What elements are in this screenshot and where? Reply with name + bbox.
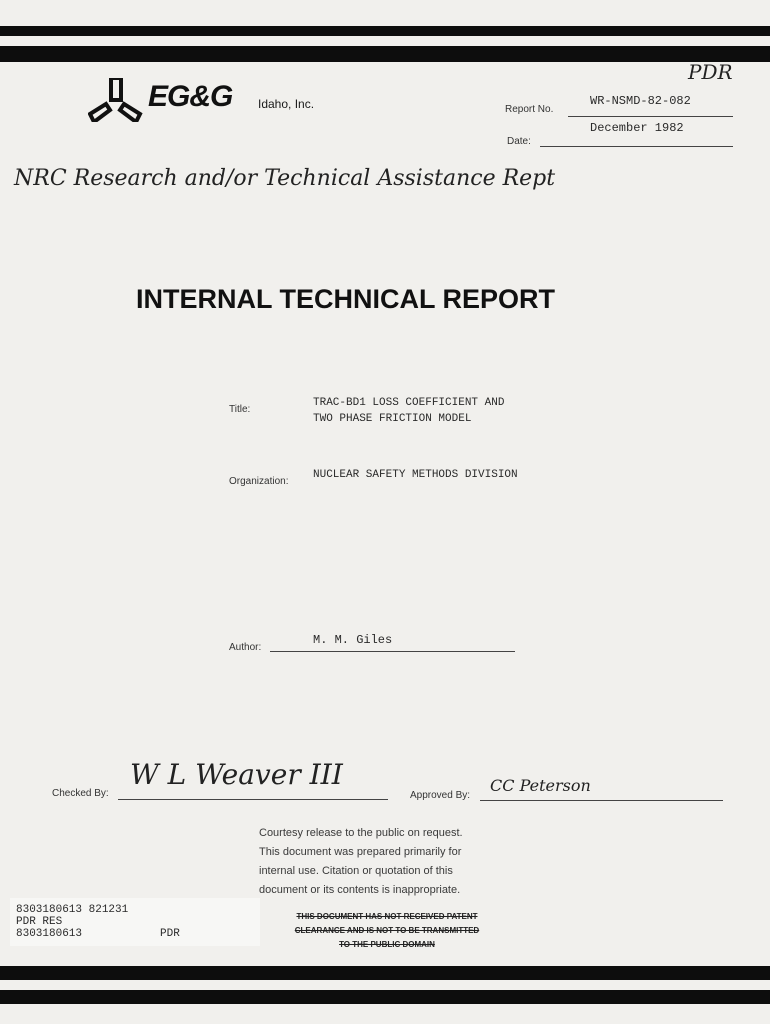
courtesy-line-3: internal use. Citation or quotation of this xyxy=(259,865,453,877)
courtesy-release-notice xyxy=(259,824,539,900)
top-border-bar-2 xyxy=(0,46,770,62)
checked-by-label: Checked By: xyxy=(52,788,109,799)
courtesy-line-2: This document was prepared primarily for xyxy=(259,846,462,858)
bottom-border-bar xyxy=(0,966,770,980)
approved-by-line xyxy=(480,800,723,801)
date-label: Date: xyxy=(507,136,531,147)
accession-stamp xyxy=(10,898,260,946)
courtesy-line-1: Courtesy release to the public on request. xyxy=(259,827,463,839)
stamp-line-2: PDR RES xyxy=(16,916,63,928)
checked-by-signature: W L Weaver III xyxy=(130,758,343,791)
title-label: Title: xyxy=(229,404,251,415)
author-value: M. M. Giles xyxy=(313,633,393,647)
company-logo xyxy=(88,78,338,122)
egg-tri-icon xyxy=(88,78,146,122)
approved-by-signature: CC Peterson xyxy=(490,776,591,795)
patent-notice-line-2: CLEARANCE AND IS NOT TO BE TRANSMITTED xyxy=(294,926,480,935)
handwritten-nrc-note: NRC Research and/or Technical Assistance Rept xyxy=(14,166,556,191)
organization-value: NUCLEAR SAFETY METHODS DIVISION xyxy=(313,469,518,481)
bottom-border-bar-2 xyxy=(0,990,770,1004)
courtesy-line-4: document or its contents is inappropriate. xyxy=(259,884,461,896)
patent-notice-struck xyxy=(262,910,512,952)
patent-notice-line-3: TO THE PUBLIC DOMAIN xyxy=(339,940,435,949)
author-line xyxy=(270,651,515,652)
report-no-value: WR-NSMD-82-082 xyxy=(590,94,691,108)
top-border-bar xyxy=(0,26,770,36)
company-name: EG&G xyxy=(148,80,233,113)
author-label: Author: xyxy=(229,642,262,653)
patent-notice-line-1: THIS DOCUMENT HAS NOT RECEIVED PATENT xyxy=(296,912,478,921)
organization-label: Organization: xyxy=(229,476,289,487)
page-title: INTERNAL TECHNICAL REPORT xyxy=(136,284,556,314)
stamp-line-3-left: 8303180613 xyxy=(16,928,83,940)
report-no-line xyxy=(568,116,733,117)
pdr-handwritten-mark: PDR xyxy=(688,60,733,84)
approved-by-label: Approved By: xyxy=(410,790,471,801)
title-value-line1: TRAC-BD1 LOSS COEFFICIENT AND xyxy=(313,397,505,409)
report-no-label: Report No. xyxy=(505,104,554,115)
stamp-line-1: 8303180613 821231 xyxy=(16,904,129,916)
date-line xyxy=(540,146,733,147)
stamp-line-3-right: PDR xyxy=(160,928,180,940)
date-value: December 1982 xyxy=(590,121,684,135)
checked-by-line xyxy=(118,799,388,800)
title-value-line2: TWO PHASE FRICTION MODEL xyxy=(313,413,472,425)
company-sub: Idaho, Inc. xyxy=(258,97,315,111)
